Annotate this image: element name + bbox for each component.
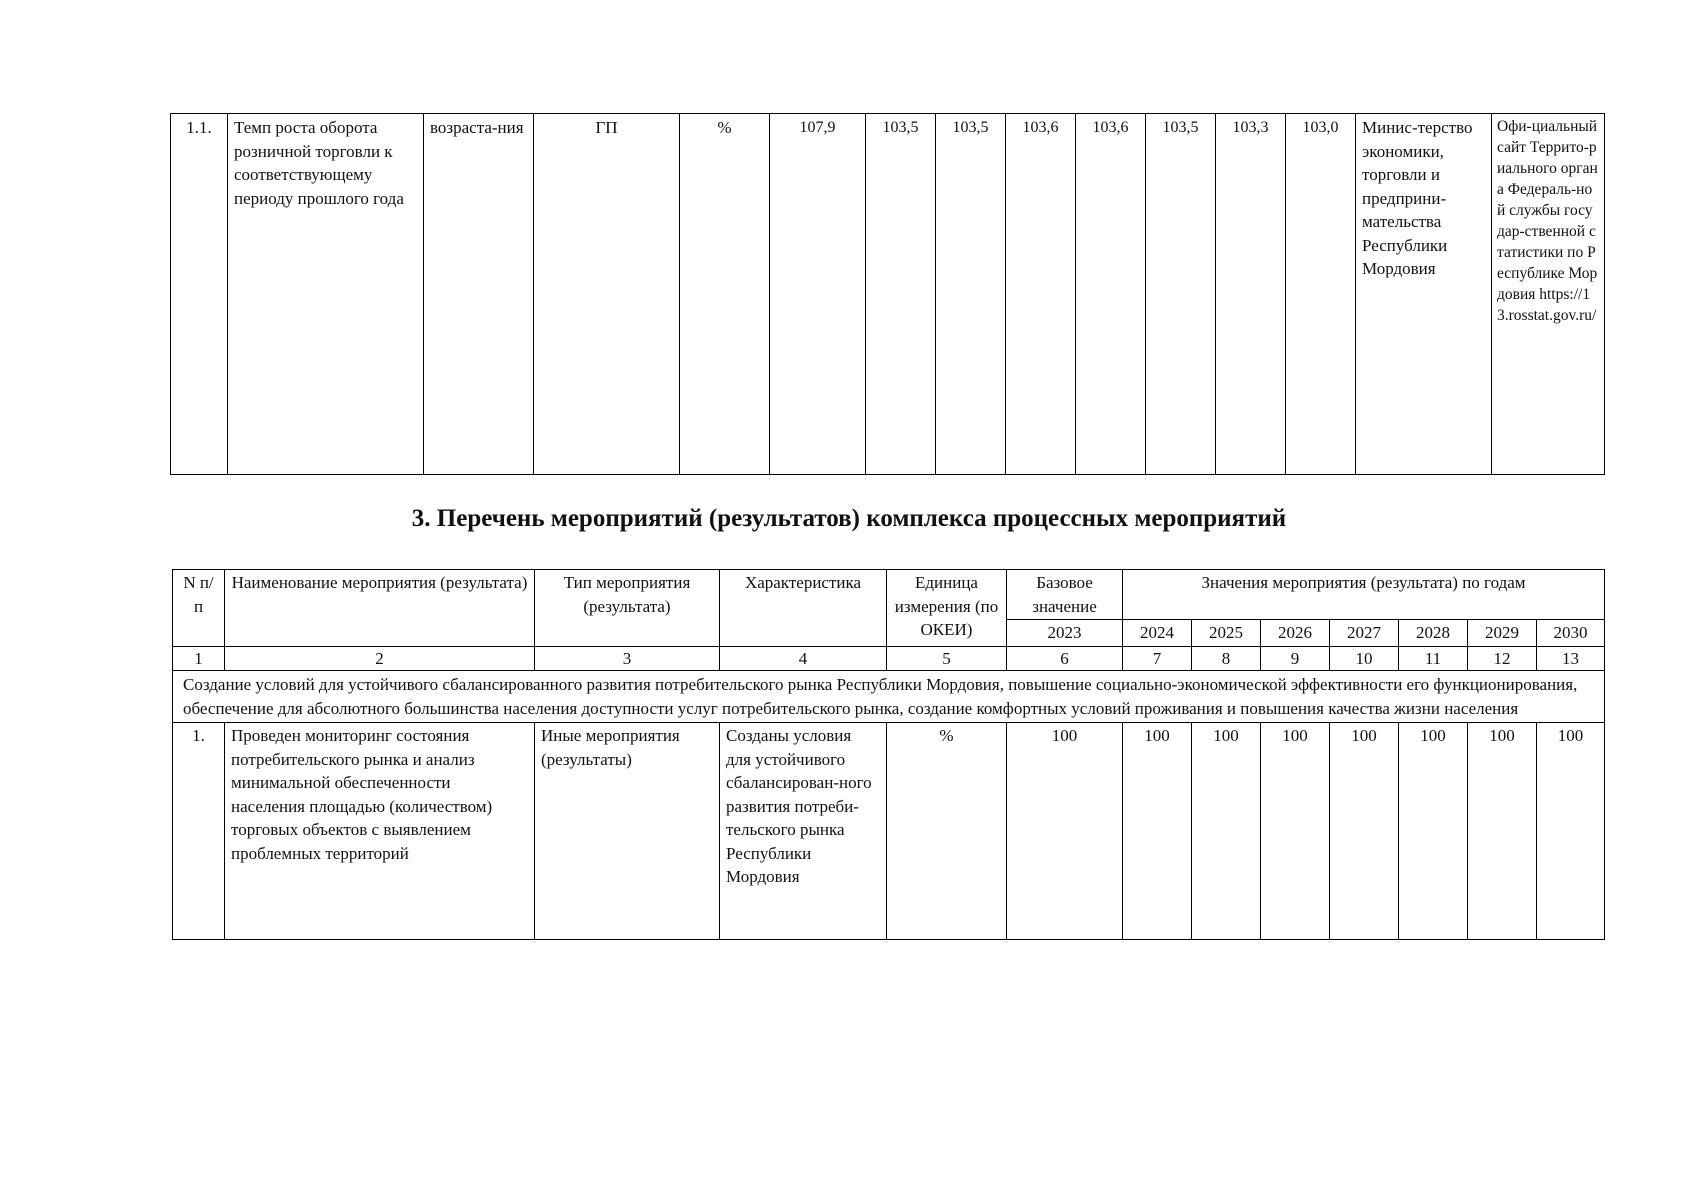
header-name: Наименование мероприятия (результата) <box>225 570 535 647</box>
column-number: 10 <box>1330 646 1399 671</box>
column-number: 9 <box>1261 646 1330 671</box>
header-year: 2024 <box>1123 620 1192 647</box>
indicator-unit: % <box>680 114 770 475</box>
column-number: 1 <box>173 646 225 671</box>
indicator-value: 107,9 <box>770 114 866 475</box>
column-number: 8 <box>1192 646 1261 671</box>
activity-value: 100 <box>1399 723 1468 940</box>
row-number: 1. <box>173 723 225 940</box>
activity-characteristic: Созданы условия для устойчивого сбалансирован-ного развития потреби-тельского рынка Республики Мордовия <box>720 723 887 940</box>
column-number: 7 <box>1123 646 1192 671</box>
column-number: 4 <box>720 646 887 671</box>
goal-row <box>173 671 1605 723</box>
data-source: Офи-циальный сайт Террито-риального органа Федераль-ной службы государ-ственной статистики по Республике Мордовия https://13.rosstat.gov.ru/ <box>1492 114 1605 475</box>
goal-text: Создание условий для устойчивого сбалансированного развития потребительского рынка Республики Мордовия, повышение социально-экономической эффективности его функционирования, обеспечение для абсолютного большинства населения доступности услуг потребительского рынка, создание комфортных условий проживания и повышения качества жизни населения <box>173 671 1605 723</box>
activity-value: 100 <box>1468 723 1537 940</box>
table-row <box>173 723 1605 940</box>
indicator-value: 103,6 <box>1006 114 1076 475</box>
activity-value: 100 <box>1537 723 1605 940</box>
header-year: 2026 <box>1261 620 1330 647</box>
header-base: Базовое значение <box>1007 570 1123 620</box>
indicator-value: 103,3 <box>1216 114 1286 475</box>
indicator-value: 103,5 <box>866 114 936 475</box>
activity-value: 100 <box>1192 723 1261 940</box>
indicators-table <box>170 113 1605 475</box>
column-numbers-row <box>173 646 1605 671</box>
header-year: 2027 <box>1330 620 1399 647</box>
indicator-value: 103,0 <box>1286 114 1356 475</box>
column-number: 2 <box>225 646 535 671</box>
indicator-level: ГП <box>534 114 680 475</box>
column-number: 6 <box>1007 646 1123 671</box>
header-year: 2029 <box>1468 620 1537 647</box>
header-characteristic: Характеристика <box>720 570 887 647</box>
header-year: 2030 <box>1537 620 1605 647</box>
responsible-body: Минис-терство экономики, торговли и предприни-мательства Республики Мордовия <box>1356 114 1492 475</box>
activity-base: 100 <box>1007 723 1123 940</box>
column-number: 3 <box>535 646 720 671</box>
indicator-value: 103,5 <box>1146 114 1216 475</box>
activity-unit: % <box>887 723 1007 940</box>
activity-type: Иные мероприятия (результаты) <box>535 723 720 940</box>
indicator-name: Темп роста оборота розничной торговли к соответствующему периоду прошлого года <box>228 114 424 475</box>
header-values-by-year: Значения мероприятия (результата) по годам <box>1123 570 1605 620</box>
header-unit: Единица измерения (по ОКЕИ) <box>887 570 1007 647</box>
header-year: 2028 <box>1399 620 1468 647</box>
header-type: Тип мероприятия (результата) <box>535 570 720 647</box>
section-title: 3. Перечень мероприятий (результатов) комплекса процессных мероприятий <box>411 505 1287 532</box>
header-base-year: 2023 <box>1007 620 1123 647</box>
header-row <box>173 570 1605 620</box>
header-num: N п/п <box>173 570 225 647</box>
row-number: 1.1. <box>171 114 228 475</box>
activity-value: 100 <box>1261 723 1330 940</box>
indicator-trend: возраста-ния <box>424 114 534 475</box>
activity-value: 100 <box>1330 723 1399 940</box>
column-number: 11 <box>1399 646 1468 671</box>
column-number: 12 <box>1468 646 1537 671</box>
header-year: 2025 <box>1192 620 1261 647</box>
indicator-value: 103,5 <box>936 114 1006 475</box>
column-number: 13 <box>1537 646 1605 671</box>
activities-table <box>172 569 1605 940</box>
activity-value: 100 <box>1123 723 1192 940</box>
activity-name: Проведен мониторинг состояния потребительского рынка и анализ минимальной обеспеченности населения площадью (количеством) торговых объектов с выявлением проблемных территорий <box>225 723 535 940</box>
table-row <box>171 114 1605 475</box>
column-number: 5 <box>887 646 1007 671</box>
indicator-value: 103,6 <box>1076 114 1146 475</box>
